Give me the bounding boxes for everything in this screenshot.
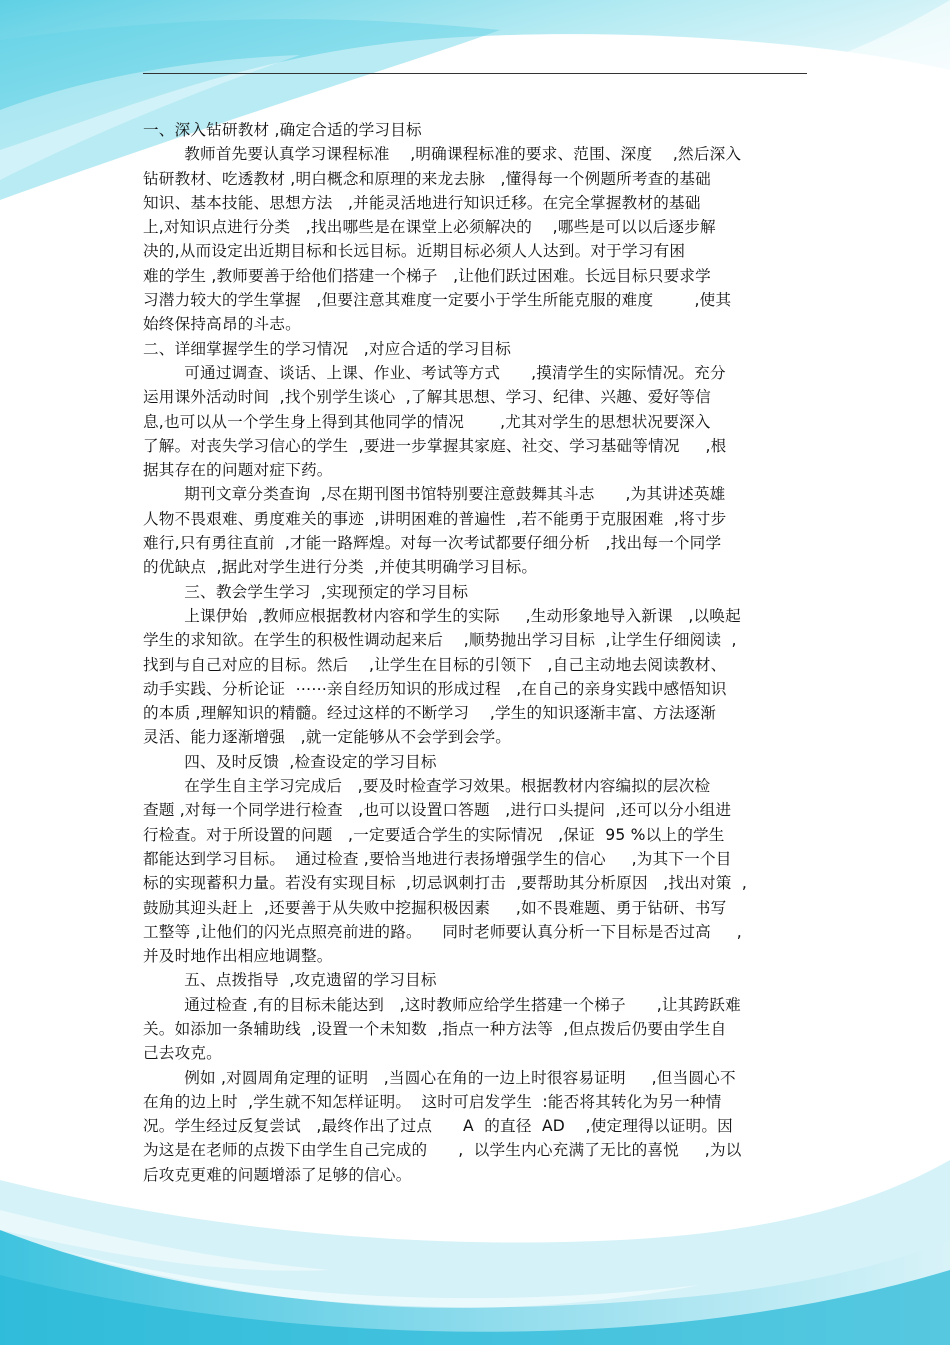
paragraph-section-2 xyxy=(143,337,813,483)
text-line: 己去攻克。 xyxy=(143,1044,222,1063)
article-body xyxy=(143,118,813,1187)
paragraph-section-3 xyxy=(143,580,813,750)
section-heading: 四、及时反馈 ,检查设定的学习目标 xyxy=(143,752,437,771)
text-line: 了解。对丧失学习信心的学生 ,要进一步掌握其家庭、社交、学习基础等情况 ,根 xyxy=(143,436,727,455)
text-line: 运用课外活动时间 ,找个别学生谈心 ,了解其思想、学习、纪律、兴趣、爱好等信 xyxy=(143,388,711,407)
text-line: 行检查。对于所设置的问题 ,一定要适合学生的实际情况 ,保证 95 %以上的学生 xyxy=(143,825,725,844)
text-line: 关。如添加一条辅助线 ,设置一个未知数 ,指点一种方法等 ,但点拨后仍要由学生自 xyxy=(143,1019,727,1038)
paragraph-section-4 xyxy=(143,750,813,969)
text-line: 决的,从而设定出近期目标和长远目标。近期目标必须人人达到。对于学习有困 xyxy=(143,242,686,261)
text-line: 上课伊始 ,教师应根据教材内容和学生的实际 ,生动形象地导入新课 ,以唤起 xyxy=(143,606,741,625)
text-line: 难的学生 ,教师要善于给他们搭建一个梯子 ,让他们跃过困难。长远目标只要求学 xyxy=(143,266,711,285)
text-line: 息,也可以从一个学生身上得到其他同学的情况 ,尤其对学生的思想状况要深入 xyxy=(143,412,711,431)
section-heading: 五、点拨指导 ,攻克遗留的学习目标 xyxy=(143,971,437,990)
text-line: 查题 ,对每一个同学进行检查 ,也可以设置口答题 ,进行口头提问 ,还可以分小组进 xyxy=(143,801,732,820)
text-line: 知识、基本技能、思想方法 ,并能灵活地进行知识迁移。在完全掌握教材的基础 xyxy=(143,193,701,212)
text-line: 习潜力较大的学生掌握 ,但要注意其难度一定要小于学生所能克服的难度 ,使其 xyxy=(143,291,732,310)
text-line: 工整等 ,让他们的闪光点照亮前进的路。 同时老师要认真分析一下目标是否过高 , xyxy=(143,922,742,941)
text-line: 教师首先要认真学习课程标准 ,明确课程标准的要求、范围、深度 ,然后深入 xyxy=(143,145,742,164)
paragraph-example xyxy=(143,1066,813,1187)
paragraph-section-5 xyxy=(143,968,813,1065)
text-line: 学生的求知欲。在学生的积极性调动起来后 ,顺势抛出学习目标 ,让学生仔细阅读 , xyxy=(143,631,737,650)
text-line: 找到与自己对应的目标。然后 ,让学生在目标的引领下 ,自己主动地去阅读教材、 xyxy=(143,655,727,674)
text-line: 在学生自主学习完成后 ,要及时检查学习效果。根据教材内容编拟的层次检 xyxy=(143,777,711,796)
text-line: 灵活、能力逐渐增强 ,就一定能够从不会学到会学。 xyxy=(143,728,512,747)
text-line: 标的实现蓄积力量。若没有实现目标 ,切忌讽刺打击 ,要帮助其分析原因 ,找出对策 , xyxy=(143,874,748,893)
text-line: 动手实践、分析论证 ⋯⋯亲自经历知识的形成过程 ,在自己的亲身实践中感悟知识 xyxy=(143,679,727,698)
paragraph-section-1 xyxy=(143,118,813,337)
text-line: 据其存在的问题对症下药。 xyxy=(143,461,333,480)
text-line: 通过检查 ,有的目标未能达到 ,这时教师应给学生搭建一个梯子 ,让其跨跃难 xyxy=(143,995,741,1014)
paragraph-journal-note xyxy=(143,482,813,579)
text-line: 为这是在老师的点拨下由学生自己完成的 , 以学生内心充满了无比的喜悦 ,为以 xyxy=(143,1141,742,1160)
text-line: 例如 ,对圆周角定理的证明 ,当圆心在角的一边上时很容易证明 ,但当圆心不 xyxy=(143,1068,736,1087)
text-line: 上,对知识点进行分类 ,找出哪些是在课堂上必须解决的 ,哪些是可以以后逐步解 xyxy=(143,218,716,237)
text-line: 的本质 ,理解知识的精髓。经过这样的不断学习 ,学生的知识逐渐丰富、方法逐渐 xyxy=(143,704,717,723)
text-line: 期刊文章分类查询 ,尽在期刊图书馆特别要注意鼓舞其斗志 ,为其讲述英雄 xyxy=(143,485,726,504)
text-line: 鼓励其迎头赶上 ,还要善于从失败中挖掘积极因素 ,如不畏难题、勇于钻研、书写 xyxy=(143,898,727,917)
text-line: 后攻克更难的问题增添了足够的信心。 xyxy=(143,1165,412,1184)
text-line: 都能达到学习目标。 通过检查 ,要恰当地进行表扬增强学生的信心 ,为其下一个目 xyxy=(143,849,732,868)
text-line: 在角的边上时 ,学生就不知怎样证明。 这时可启发学生 :能否将其转化为另一种情 xyxy=(143,1092,722,1111)
section-heading: 一、深入钻研教材 ,确定合适的学习目标 xyxy=(143,121,422,139)
text-line: 的优缺点 ,据此对学生进行分类 ,并使其明确学习目标。 xyxy=(143,558,538,577)
text-line: 况。学生经过反复尝试 ,最终作出了过点 A 的直径 AD ,使定理得以证明。因 xyxy=(143,1117,733,1136)
text-line: 难行,只有勇往直前 ,才能一路辉煌。对每一次考试都要仔细分析 ,找出每一个同学 xyxy=(143,534,722,553)
text-line: 人物不畏艰难、勇度难关的事迹 ,讲明困难的普遍性 ,若不能勇于克服困难 ,将寸步 xyxy=(143,509,727,528)
text-line: 始终保持高昂的斗志。 xyxy=(143,315,301,334)
text-line: 并及时地作出相应地调整。 xyxy=(143,947,333,966)
text-line: 可通过调查、谈话、上课、作业、考试等方式 ,摸清学生的实际情况。充分 xyxy=(143,363,726,382)
text-line: 钻研教材、吃透教材 ,明白概念和原理的来龙去脉 ,懂得每一个例题所考查的基础 xyxy=(143,169,711,188)
section-heading: 二、详细掌握学生的学习情况 ,对应合适的学习目标 xyxy=(143,339,512,358)
section-heading: 三、教会学生学习 ,实现预定的学习目标 xyxy=(143,582,469,601)
header-rule xyxy=(143,73,807,74)
bottom-wave-decoration xyxy=(0,1160,950,1345)
